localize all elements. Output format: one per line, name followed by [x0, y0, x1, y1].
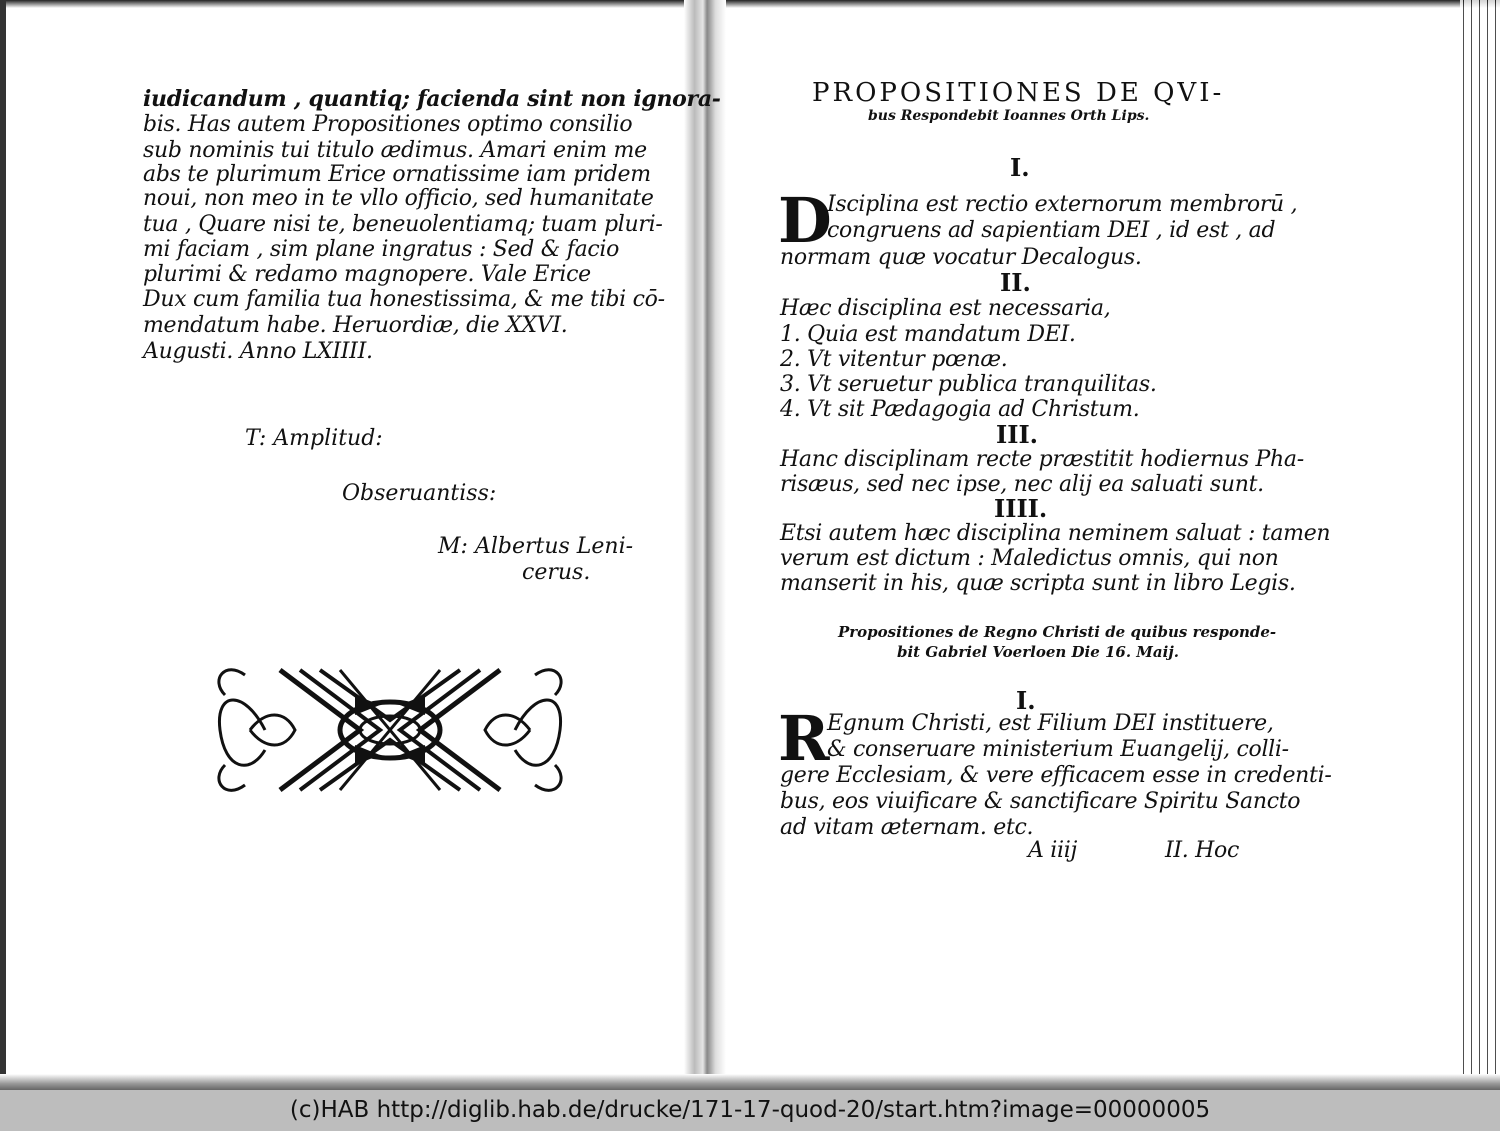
signoff-author-name: M: Albertus Leni-	[438, 534, 634, 559]
left-text-line: mi faciam , sim plane ingratus : Sed & facio	[143, 237, 620, 262]
section-heading-cont: bit Gabriel Voerloen Die 16. Maij.	[897, 643, 1179, 661]
page-edge-top	[0, 0, 1500, 8]
signoff-obseruantiss: Obseruantiss:	[342, 481, 497, 506]
left-text-line: mendatum habe. Heruordiæ, die XXVI.	[143, 313, 568, 338]
proposition-text-line: Hanc disciplinam recte præstitit hodiernus Pha-	[780, 447, 1304, 472]
proposition-text-line: Isciplina est rectio externorum membrorū ,	[827, 192, 1298, 217]
left-text-line: bis. Has autem Propositiones optimo consilio	[143, 112, 633, 137]
proposition-numeral: I.	[1010, 153, 1030, 182]
left-text-line: sub nominis tui titulo ædimus. Amari enim me	[143, 138, 647, 163]
left-text-line: tua , Quare nisi te, beneuolentiamq; tuam pluri-	[143, 212, 663, 237]
page-heading: PROPOSITIONES DE QVI-	[812, 78, 1225, 108]
proposition-numeral: III.	[996, 420, 1039, 449]
proposition-text-line: 1. Quia est mandatum DEI.	[780, 322, 1076, 347]
proposition-text-line: Hæc disciplina est necessaria,	[780, 296, 1111, 321]
proposition-text-line: Etsi autem hæc disciplina neminem saluat : tamen	[780, 521, 1331, 546]
signoff-author-name-cont: cerus.	[522, 560, 591, 585]
proposition-text-line: & conseruare ministerium Euangelij, colli-	[827, 737, 1289, 762]
book-gutter	[684, 0, 726, 1090]
decorative-knot-ornament	[205, 650, 575, 810]
proposition-text-line: congruens ad sapientiam DEI , id est , ad	[827, 218, 1276, 243]
proposition-text-line: 4. Vt sit Pædagogia ad Christum.	[780, 397, 1140, 422]
left-text-line: Dux cum familia tua honestissima, & me tibi cō-	[143, 287, 665, 312]
footer-credit: (c)HAB http://diglib.hab.de/drucke/171-17-quod-20/start.htm?image=00000005	[289, 1097, 1211, 1123]
drop-capital: D	[778, 184, 832, 257]
left-text-line: Augusti. Anno LXIIII.	[143, 339, 373, 364]
proposition-text-line: ad vitam æternam. etc.	[780, 815, 1034, 840]
proposition-text-line: Egnum Christi, est Filium DEI instituere,	[827, 711, 1274, 736]
proposition-numeral: IIII.	[994, 494, 1048, 523]
proposition-text-line: risæus, sed nec ipse, nec alij ea saluati sunt.	[780, 472, 1264, 497]
catchword: II. Hoc	[1165, 838, 1240, 863]
left-text-line: abs te plurimum Erice ornatissime iam pridem	[143, 162, 651, 187]
left-text-line: noui, non meo in te vllo officio, sed humanitate	[143, 186, 654, 211]
section-heading: Propositiones de Regno Christi de quibus responde-	[838, 623, 1277, 641]
proposition-numeral: II.	[1000, 268, 1031, 297]
page-subheading: bus Respondebit Ioannes Orth Lips.	[868, 108, 1150, 124]
left-text-line: iudicandum , quantiq; facienda sint non ignora-	[143, 86, 721, 112]
signature-mark: A iiij	[1028, 838, 1078, 863]
proposition-text-line: 3. Vt seruetur publica tranquilitas.	[780, 372, 1157, 397]
proposition-text-line: gere Ecclesiam, & vere efficacem esse in credenti-	[780, 763, 1332, 788]
proposition-text-line: manserit in his, quæ scripta sunt in libro Legis.	[780, 571, 1296, 596]
signoff-amplitud: T: Amplitud:	[245, 426, 383, 451]
proposition-text-line: 2. Vt vitentur pœnæ.	[780, 347, 1008, 372]
proposition-numeral: I.	[1016, 686, 1036, 715]
drop-capital: R	[778, 702, 830, 775]
page-edge-right	[1460, 0, 1500, 1090]
proposition-text-line: bus, eos viuificare & sanctificare Spiritu Sancto	[780, 789, 1301, 814]
proposition-text-line: verum est dictum : Maledictus omnis, qui non	[780, 546, 1279, 571]
proposition-text-line: normam quæ vocatur Decalogus.	[780, 245, 1142, 270]
left-text-line: plurimi & redamo magnopere. Vale Erice	[143, 262, 591, 287]
page-edge-bottom	[0, 1074, 1500, 1090]
page-edge-left	[0, 0, 6, 1090]
